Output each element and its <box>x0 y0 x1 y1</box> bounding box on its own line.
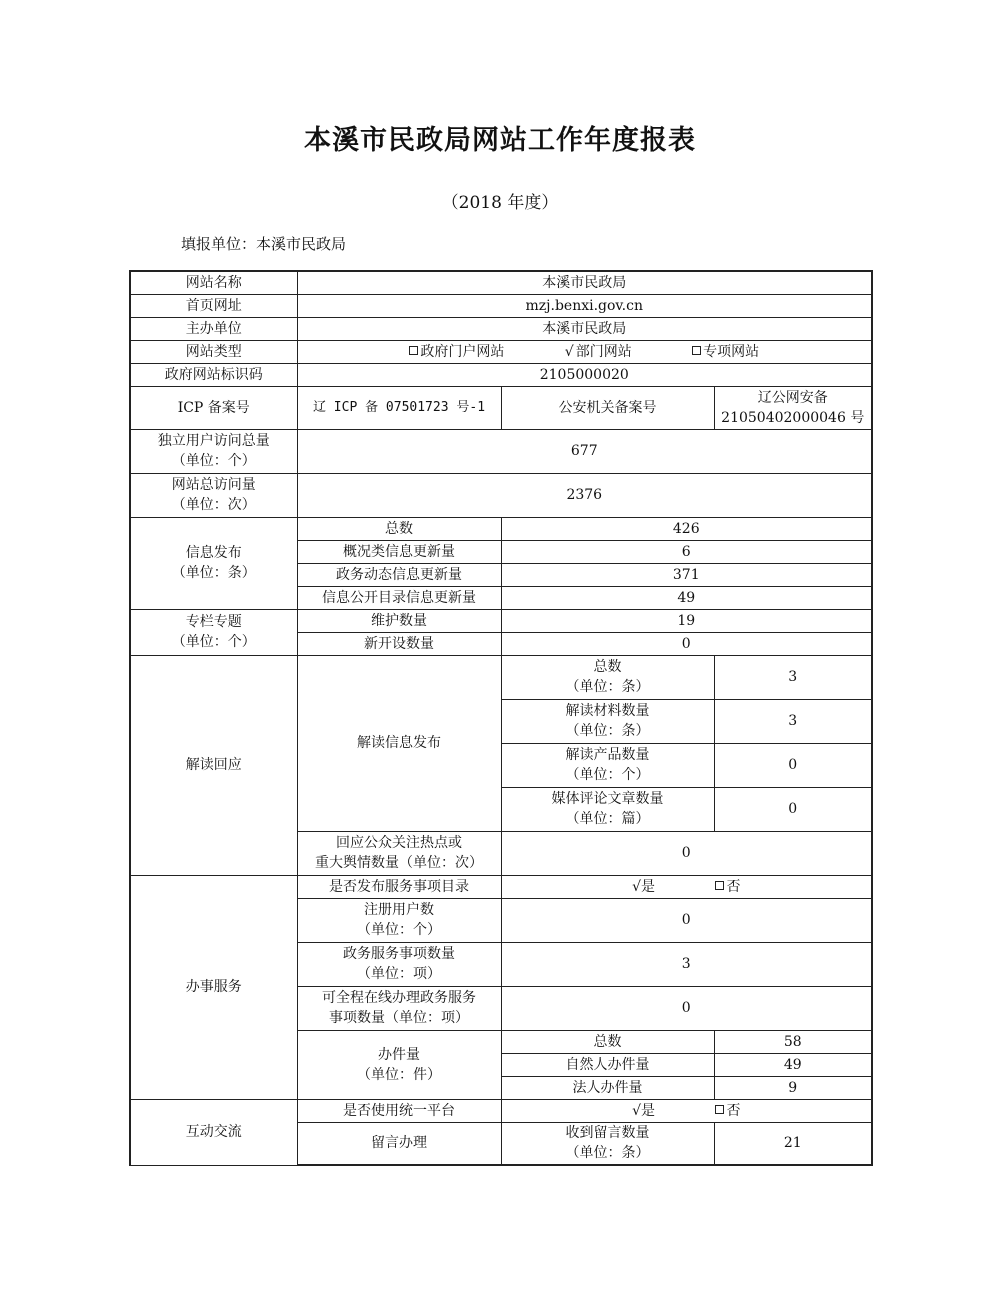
interp-media-value: 0 <box>714 787 872 831</box>
cases-legal-value: 9 <box>714 1076 872 1099</box>
homepage-value: mzj.benxi.gov.cn <box>297 294 872 317</box>
homepage-label: 首页网址 <box>130 294 297 317</box>
table-row <box>130 655 872 699</box>
table-row <box>130 294 872 317</box>
cases-legal-label: 法人办件量 <box>501 1076 714 1099</box>
catalog-options <box>501 875 872 898</box>
services-label: 办事服务 <box>130 875 297 1099</box>
checkmark-icon: √ <box>564 343 574 360</box>
info-total-label: 总数 <box>297 517 501 540</box>
messages-received-value: 21 <box>714 1122 872 1165</box>
option-department: √ 部门网站 <box>564 343 632 360</box>
checkbox-empty-icon <box>715 1105 724 1114</box>
info-overview-label: 概况类信息更新量 <box>297 540 501 563</box>
table-row <box>130 429 872 473</box>
sponsor-label: 主办单位 <box>130 317 297 340</box>
messages-received-label: 收到留言数量 （单位：条） <box>501 1122 714 1165</box>
response-label: 回应公众关注热点或 重大舆情数量（单位：次） <box>297 831 501 875</box>
police-record-value: 辽公网安备 21050402000046 号 <box>714 386 872 429</box>
info-disclosure-label: 信息公开目录信息更新量 <box>297 586 501 609</box>
interp-products-label: 解读产品数量 （单位：个） <box>501 743 714 787</box>
table-row <box>130 386 872 429</box>
checkbox-empty-icon <box>692 346 701 355</box>
service-items-value: 3 <box>501 942 872 986</box>
fill-unit: 填报单位：本溪市民政局 <box>181 235 347 253</box>
info-news-value: 371 <box>501 563 872 586</box>
table-row <box>130 271 872 294</box>
info-release-label: 信息发布 （单位：条） <box>130 517 297 609</box>
site-type-options <box>297 340 872 363</box>
option-no: 否 <box>715 877 740 897</box>
columns-maintained-label: 维护数量 <box>297 609 501 632</box>
columns-label: 专栏专题 （单位：个） <box>130 609 297 655</box>
response-value: 0 <box>501 831 872 875</box>
gov-id-label: 政府网站标识码 <box>130 363 297 386</box>
police-record-label: 公安机关备案号 <box>501 386 714 429</box>
site-type-label: 网站类型 <box>130 340 297 363</box>
table-row <box>130 363 872 386</box>
info-disclosure-value: 49 <box>501 586 872 609</box>
platform-options <box>501 1099 872 1122</box>
info-overview-value: 6 <box>501 540 872 563</box>
table-row <box>130 875 872 898</box>
interp-materials-value: 3 <box>714 699 872 743</box>
registered-users-label: 注册用户数 （单位：个） <box>297 898 501 942</box>
table-row <box>130 609 872 632</box>
unique-visitors-value: 677 <box>297 429 872 473</box>
option-no: 否 <box>715 1101 740 1121</box>
option-portal: 政府门户网站 <box>409 342 504 362</box>
info-total-value: 426 <box>501 517 872 540</box>
message-handling-label: 留言办理 <box>297 1122 501 1165</box>
cases-total-label: 总数 <box>501 1030 714 1053</box>
table-row <box>130 1099 872 1122</box>
option-special: 专项网站 <box>692 342 759 362</box>
cases-natural-label: 自然人办件量 <box>501 1053 714 1076</box>
report-year: （2018 年度） <box>441 193 559 213</box>
table-row <box>130 517 872 540</box>
online-items-value: 0 <box>501 986 872 1030</box>
cases-label: 办件量 （单位：件） <box>297 1030 501 1099</box>
interp-total-label: 总数 （单位：条） <box>501 655 714 699</box>
report-title: 本溪市民政局网站工作年度报表 <box>304 125 696 156</box>
report-table <box>129 270 873 1166</box>
interp-total-value: 3 <box>714 655 872 699</box>
info-news-label: 政务动态信息更新量 <box>297 563 501 586</box>
table-row <box>130 317 872 340</box>
cases-natural-value: 49 <box>714 1053 872 1076</box>
interpretation-label: 解读回应 <box>130 655 297 875</box>
registered-users-value: 0 <box>501 898 872 942</box>
icp-value: 辽 ICP 备 07501723 号-1 <box>297 386 501 429</box>
interp-products-value: 0 <box>714 743 872 787</box>
icp-label: ICP 备案号 <box>130 386 297 429</box>
columns-maintained-value: 19 <box>501 609 872 632</box>
total-visits-label: 网站总访问量 （单位：次） <box>130 473 297 517</box>
option-yes: √是 <box>632 1102 655 1119</box>
unique-visitors-label: 独立用户访问总量 （单位：个） <box>130 429 297 473</box>
columns-new-value: 0 <box>501 632 872 655</box>
online-items-label: 可全程在线办理政务服务 事项数量（单位：项） <box>297 986 501 1030</box>
platform-label: 是否使用统一平台 <box>297 1099 501 1122</box>
sponsor-value: 本溪市民政局 <box>297 317 872 340</box>
service-items-label: 政务服务事项数量 （单位：项） <box>297 942 501 986</box>
catalog-label: 是否发布服务事项目录 <box>297 875 501 898</box>
checkbox-empty-icon <box>409 346 418 355</box>
option-yes: √是 <box>632 878 655 895</box>
interp-media-label: 媒体评论文章数量 （单位：篇） <box>501 787 714 831</box>
gov-id-value: 2105000020 <box>297 363 872 386</box>
columns-new-label: 新开设数量 <box>297 632 501 655</box>
interaction-label: 互动交流 <box>130 1099 297 1165</box>
site-name-value: 本溪市民政局 <box>297 271 872 294</box>
cases-total-value: 58 <box>714 1030 872 1053</box>
site-name-label: 网站名称 <box>130 271 297 294</box>
interp-materials-label: 解读材料数量 （单位：条） <box>501 699 714 743</box>
table-row <box>130 340 872 363</box>
checkbox-empty-icon <box>715 881 724 890</box>
total-visits-value: 2376 <box>297 473 872 517</box>
table-row <box>130 473 872 517</box>
interpretation-release-label: 解读信息发布 <box>297 655 501 831</box>
